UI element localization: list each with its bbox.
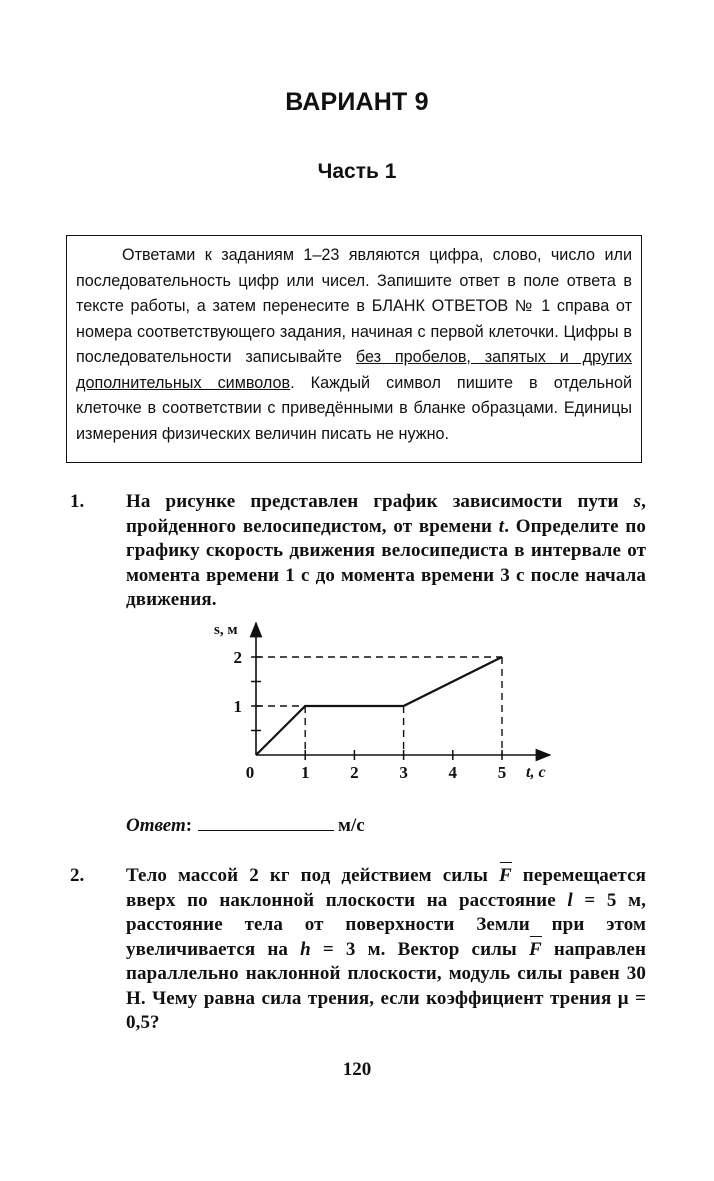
y-tick-label-1: 1: [233, 697, 242, 716]
task-1-text-b: , пройденного велосипедистом, от времени: [126, 491, 646, 537]
force-vector-symbol: F: [499, 864, 512, 889]
task-1-text: [126, 490, 646, 613]
task-2-text-d: = 3 м. Вектор силы: [310, 938, 529, 960]
answer-input-line[interactable]: [198, 816, 334, 831]
l-symbol: l: [567, 889, 573, 911]
task-1-answer-row: [126, 815, 365, 837]
instructions-text-end: . Каждый символ пишите в отдельной клеточке в соответствии с приведёнными в бланке образцами. Единицы измерения физических величин писать не нужно.: [76, 373, 632, 443]
x-tick-label-5: 5: [497, 763, 507, 782]
force-vector-symbol-2: F: [529, 938, 542, 963]
task-2-text-b: перемещается вверх по наклонной плоскости на расстояние: [126, 865, 646, 911]
task-2-text-e: направлен параллельно наклонной плоскости, модуль силы равен 30 Н. Чему равна сила трения, если коэффициент трения μ = 0,5?: [126, 938, 646, 1033]
page-number: 120: [342, 1059, 372, 1080]
answer-colon: :: [185, 815, 193, 836]
task-2-text-c: = 5 м, расстояние тела от поверхности Земли при этом увеличивается на: [126, 889, 647, 960]
h-symbol: h: [300, 938, 311, 960]
task-1-text-c: . Определите по графику скорость движения велосипедиста в интервале от момента времени 1 с до момента времени 3 с после начала движения.: [126, 515, 647, 610]
part-title: Часть 1: [317, 160, 397, 183]
task-2-text-a: Тело массой 2 кг под действием силы: [126, 865, 499, 886]
y-axis-label: s, м: [214, 622, 238, 638]
variant-title: ВАРИАНТ 9: [285, 88, 429, 116]
task-2-number: 2.: [70, 865, 85, 886]
instructions-text: [76, 243, 632, 447]
x-tick-label-3: 3: [399, 763, 408, 782]
instructions-box: [66, 235, 642, 463]
task-2: [70, 864, 646, 1036]
task-2-text: [126, 864, 646, 1036]
instructions-text-start: Ответами к заданиям 1–23 являются цифра, слово, число или последовательность цифр или чисел. Запишите ответ в поле ответа в тексте работы, а затем перенесите в БЛАНК ОТВЕТОВ № 1 справа от номера соответствующего задания, начиная с первой клеточки. Цифры в последовательности записывайте: [76, 246, 632, 366]
x-tick-label-1: 1: [300, 763, 310, 782]
task-1-number: 1.: [70, 491, 85, 512]
answer-unit: м/с: [338, 815, 365, 836]
instructions-underlined: без пробелов, запятых и других дополнительных символов: [76, 348, 632, 392]
x-tick-label-2: 2: [350, 763, 359, 782]
y-tick-label-2: 2: [233, 648, 242, 667]
answer-label: Ответ: [126, 815, 186, 836]
task-1-text-a: На рисунке представлен график зависимости пути: [126, 491, 634, 512]
var-s: s: [633, 491, 642, 512]
distance-time-chart: [200, 615, 570, 795]
task-1: [70, 490, 646, 613]
x-tick-label-0: 0: [245, 763, 255, 782]
x-tick-label-4: 4: [448, 763, 458, 782]
var-t: t: [498, 515, 505, 537]
x-axis-label: t, с: [526, 764, 546, 781]
